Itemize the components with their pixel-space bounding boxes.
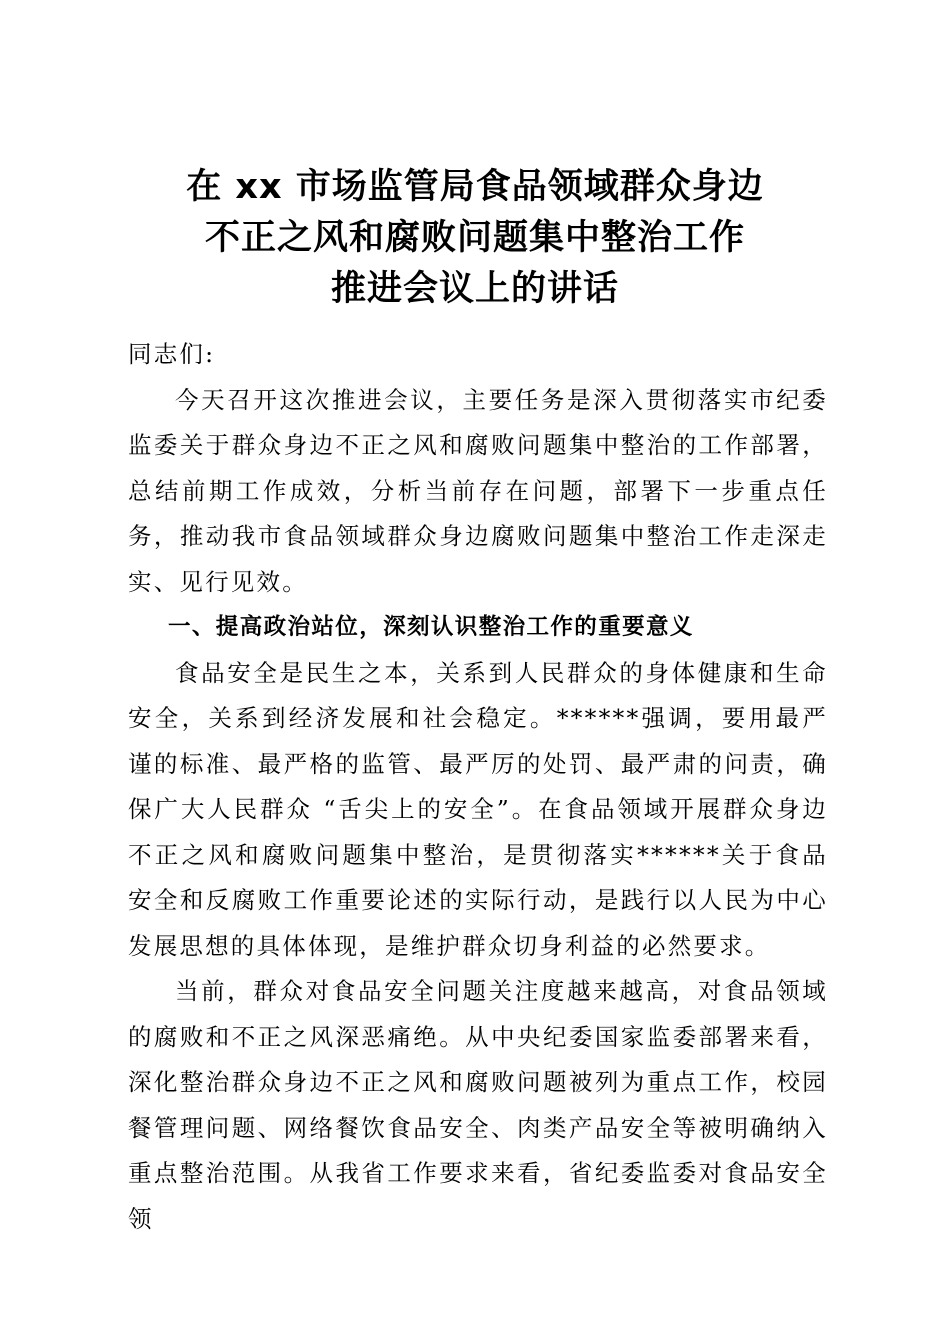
title-line-1: 在 xx 市场监管局食品领域群众身边 [186, 167, 764, 207]
paragraph-food-safety: 食品安全是民生之本，关系到人民群众的身体健康和生命安全，关系到经济发展和社会稳定。******强调，要用最严谨的标准、最严格的监管、最严厉的处罚、最严肃的问责，确保广大人民群众 “舌尖上的安全”。在食品领域开展群众身边不正之风和腐败问题集中整治，是贯彻落实******关于食品安全和反腐败工作重要论述的实际行动，是践行以人民为中心发展思想的具体体现，是维护群众切身利益的必然要求。 [128, 658, 828, 960]
document-title [0, 162, 950, 315]
title-line-2: 不正之风和腐败问题集中整治工作 [204, 218, 745, 258]
title-line-3: 推进会议上的讲话 [330, 269, 619, 309]
paragraph-intro: 今天召开这次推进会议，主要任务是深入贯彻落实市纪委监委关于群众身边不正之风和腐败问题集中整治的工作部署，总结前期工作成效，分析当前存在问题，部署下一步重点任务，推动我市食品领域群众身边腐败问题集中整治工作走深走实、见行见效。 [128, 385, 828, 596]
section-heading-1: 一、提高政治站位，深刻认识整治工作的重要意义 [168, 614, 694, 640]
salutation: 同志们: [128, 340, 216, 368]
paragraph-current-situation: 当前，群众对食品安全问题关注度越来越高，对食品领域的腐败和不正之风深恶痛绝。从中央纪委国家监委部署来看，深化整治群众身边不正之风和腐败问题被列为重点工作，校园餐管理问题、网络餐饮食品安全、肉类产品安全等被明确纳入重点整治范围。从我省工作要求来看，省纪委监委对食品安全领 [128, 977, 828, 1233]
document-body [128, 332, 828, 1242]
